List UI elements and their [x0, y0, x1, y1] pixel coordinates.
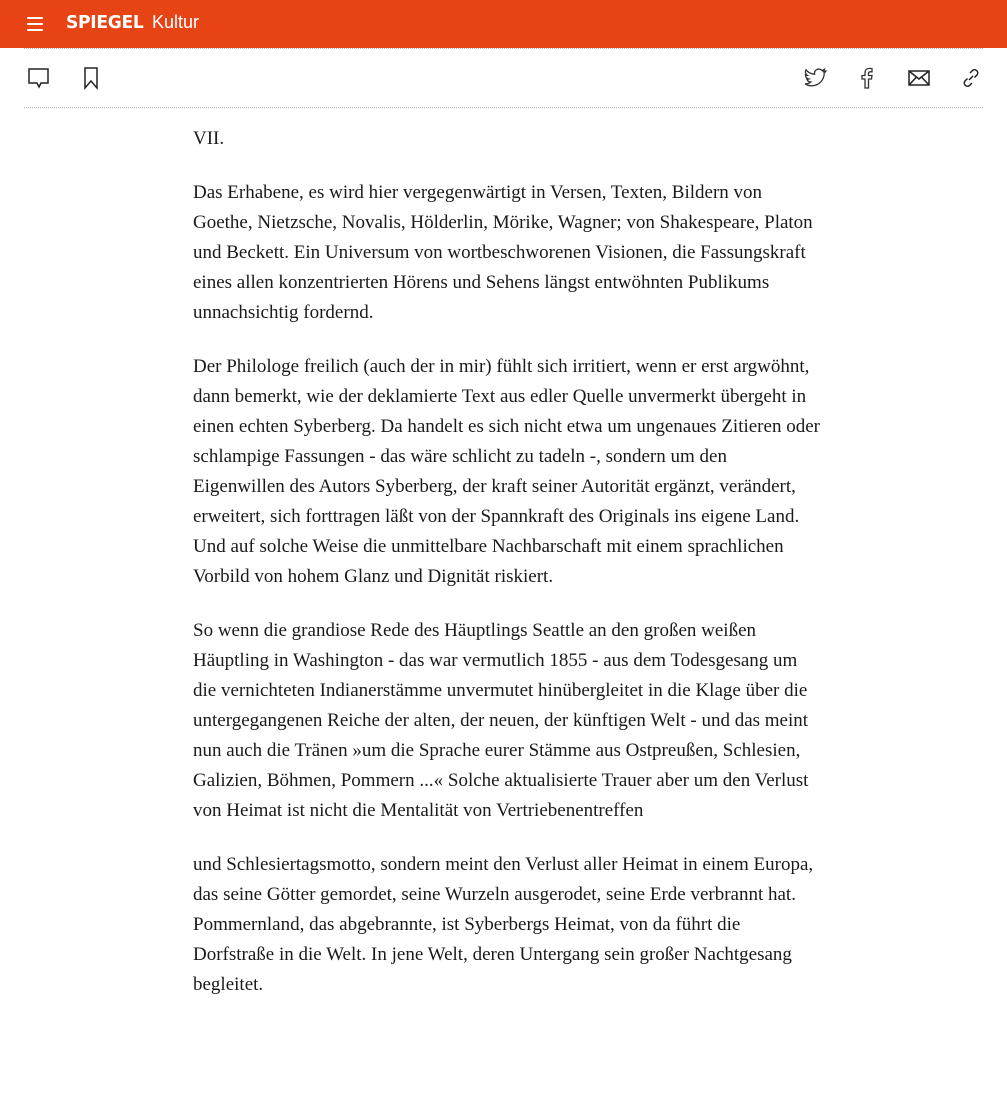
section-link-kultur[interactable]: Kultur: [152, 12, 200, 32]
divider: [24, 48, 983, 49]
top-navigation-bar: [0, 0, 1007, 48]
spiegel-logo[interactable]: SPIEGEL: [66, 12, 144, 33]
article-body: [193, 124, 823, 1024]
divider: [24, 107, 983, 108]
comment-icon[interactable]: [27, 66, 51, 90]
article-paragraph: und Schlesiertagsmotto, sondern meint den Verlust aller Heimat in einem Europa, das seine Götter gemordet, seine Wurzeln ausgerodet, seine Erde verbrannt hat. Pommernland, das abgebrannte, ist Syberbergs Heimat, von da führt die Dorfstraße in die Welt. In jene Welt, deren Untergang sein großer Nachtgesang begleitet.: [193, 854, 814, 995]
bookmark-icon[interactable]: [79, 66, 103, 90]
section-heading: VII.: [193, 128, 225, 149]
twitter-icon[interactable]: [803, 66, 827, 90]
email-icon[interactable]: [907, 66, 931, 90]
article-paragraph: So wenn die grandiose Rede des Häuptlings Seattle an den großen weißen Häuptling in Washington - das war vermutlich 1855 - aus dem Todesgesang um die vernichteten Indianerstämme unvermutet hinübergleitet in die Klage über die untergegangenen Reiche der alten, der neuen, der künftigen Welt - und das meint nun auch die Tränen »um die Sprache eurer Stämme aus Ostpreußen, Schlesien, Galizien, Böhmen, Pommern ...« Solche aktualisierte Trauer aber um den Verlust von Heimat ist nicht die Mentalität von Vertriebenentreffen: [193, 620, 809, 821]
link-icon[interactable]: [959, 66, 983, 90]
hamburger-menu-icon[interactable]: [27, 17, 43, 31]
article-paragraph: Der Philologe freilich (auch der in mir) fühlt sich irritiert, wenn er erst argwöhnt, dann bemerkt, wie der deklamierte Text aus edler Quelle unvermerkt übergeht in einen echten Syberberg. Da handelt es sich nicht etwa um ungenaues Zitieren oder schlampige Fassungen - das wäre schlicht zu tadeln -, sondern um den Eigenwillen des Autors Syberberg, der kraft seiner Autorität ergänzt, verändert, erweitert, sich forttragen läßt von der Spannkraft des Originals ins eigene Land. Und auf solche Weise die unmittelbare Nachbarschaft mit einem sprachlichen Vorbild von hohem Glanz und Dignität riskiert.: [193, 356, 820, 587]
facebook-icon[interactable]: [855, 66, 879, 90]
article-paragraph: Das Erhabene, es wird hier vergegenwärtigt in Versen, Texten, Bildern von Goethe, Nietzsche, Novalis, Hölderlin, Mörike, Wagner; von Shakespeare, Platon und Beckett. Ein Universum von wortbeschworenen Visionen, die Fassungskraft eines allen konzentrierten Hörens und Sehens längst entwöhnten Publikums unnachsichtig fordernd.: [193, 182, 813, 323]
